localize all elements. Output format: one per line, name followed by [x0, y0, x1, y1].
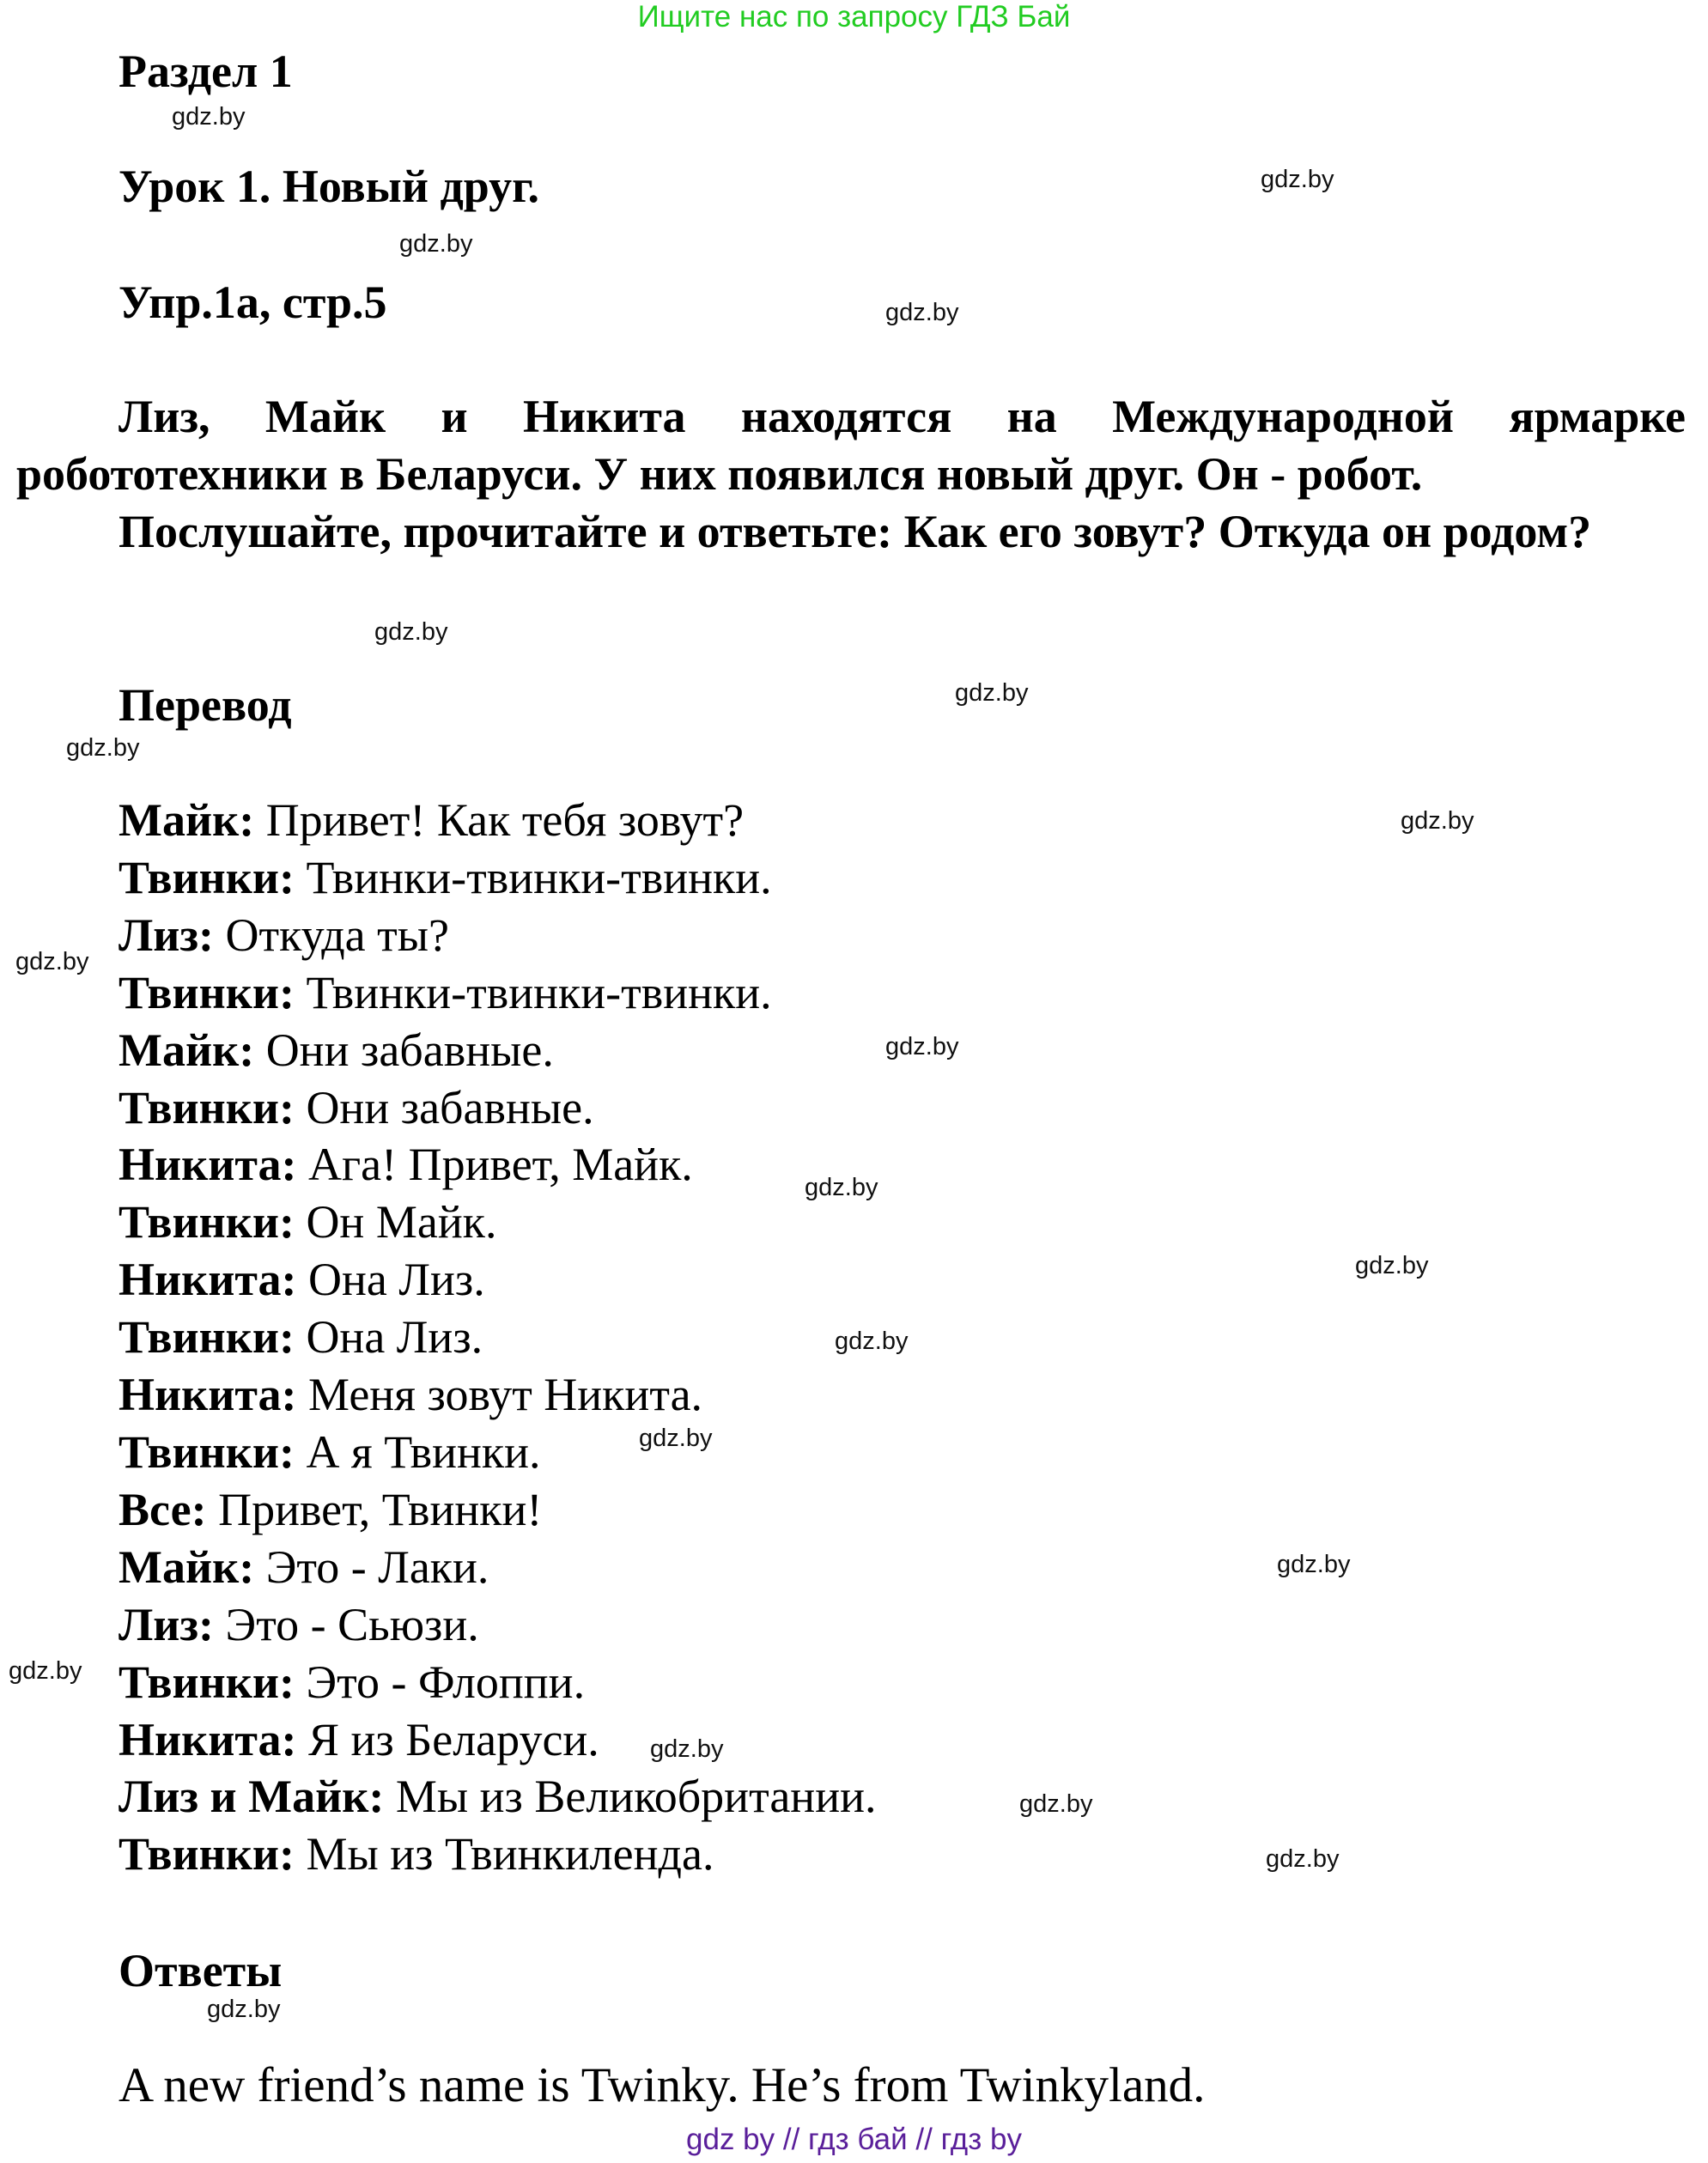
task-description — [16, 388, 1686, 561]
dialog-line — [119, 1194, 877, 1251]
speaker-name: Твинки: — [119, 1425, 295, 1478]
watermark: gdz.by — [955, 679, 1029, 707]
dialog-line — [119, 1654, 877, 1711]
dialog-line — [119, 1481, 877, 1539]
speaker-name: Майк: — [119, 794, 255, 846]
task-paragraph: Лиз, Майк и Никита находятся на Международной ярмарке робототехники в Беларуси. У них появился новый друг. Он - робот. — [16, 391, 1686, 500]
dialog-text: Она Лиз. — [294, 1311, 483, 1364]
dialog-text: Твинки-твинки-твинки. — [294, 851, 772, 903]
speaker-name: Твинки: — [119, 1656, 295, 1708]
watermark: gdz.by — [1355, 1252, 1429, 1279]
dialog-text: Привет! Как тебя зовут? — [254, 794, 745, 846]
watermark: gdz.by — [885, 299, 959, 326]
watermark: gdz.by — [1401, 807, 1474, 835]
watermark: gdz.by — [650, 1735, 724, 1763]
dialog-text: Это - Флоппи. — [294, 1656, 586, 1708]
dialog-text: Они забавные. — [294, 1081, 594, 1133]
speaker-name: Никита: — [119, 1254, 297, 1306]
dialog-text: Ага! Привет, Майк. — [296, 1139, 693, 1191]
dialog-text: Привет, Твинки! — [206, 1483, 543, 1535]
dialog-text: Она Лиз. — [296, 1254, 485, 1306]
dialog-line — [119, 907, 877, 964]
speaker-name: Твинки: — [119, 1196, 295, 1249]
watermark: gdz.by — [399, 230, 473, 258]
speaker-name: Твинки: — [119, 1828, 295, 1880]
dialog-line — [119, 849, 877, 907]
speaker-name: Твинки: — [119, 1081, 295, 1133]
watermark: gdz.by — [885, 1033, 959, 1060]
dialog-line — [119, 1424, 877, 1481]
speaker-name: Твинки: — [119, 1311, 295, 1364]
dialog-line — [119, 1539, 877, 1596]
dialog — [119, 792, 877, 1883]
dialog-line — [119, 1768, 877, 1826]
watermark: gdz.by — [1266, 1845, 1340, 1873]
dialog-text: Мы из Великобритании. — [384, 1771, 877, 1823]
speaker-name: Майк: — [119, 1024, 255, 1076]
speaker-name: Все: — [119, 1483, 207, 1535]
answers-heading: Ответы — [119, 1945, 283, 1996]
watermark: gdz.by — [207, 1996, 281, 2023]
watermark: gdz.by — [1277, 1551, 1351, 1578]
watermark: gdz.by — [9, 1657, 82, 1685]
speaker-name: Никита: — [119, 1369, 297, 1421]
dialog-text: Мы из Твинкиленда. — [294, 1828, 714, 1880]
dialog-text: Меня зовут Никита. — [296, 1369, 703, 1421]
dialog-line — [119, 1136, 877, 1194]
speaker-name: Майк: — [119, 1540, 255, 1593]
speaker-name: Никита: — [119, 1713, 297, 1765]
dialog-text: Твинки-твинки-твинки. — [294, 966, 772, 1018]
dialog-line — [119, 1079, 877, 1137]
dialog-text: Это - Сьюзи. — [214, 1598, 479, 1650]
speaker-name: Лиз: — [119, 1598, 215, 1650]
watermark: gdz.by — [835, 1328, 909, 1355]
watermark: gdz.by — [1019, 1790, 1093, 1818]
dialog-line — [119, 1596, 877, 1654]
answer-text: A new friend’s name is Twinky. He’s from Twinkyland. — [119, 2058, 1206, 2112]
dialog-line — [119, 1309, 877, 1366]
dialog-line — [119, 1022, 877, 1079]
dialog-line — [119, 964, 877, 1022]
watermark: gdz.by — [66, 734, 140, 762]
footer-links[interactable]: gdz by // гдз бай // гдз by — [686, 2123, 1022, 2156]
dialog-text: Это - Лаки. — [254, 1540, 489, 1593]
exercise-title: Упр.1а, стр.5 — [119, 276, 387, 328]
speaker-name: Лиз и Майк: — [119, 1771, 385, 1823]
speaker-name: Твинки: — [119, 966, 295, 1018]
watermark: gdz.by — [15, 948, 89, 975]
watermark: gdz.by — [805, 1174, 878, 1201]
speaker-name: Никита: — [119, 1139, 297, 1191]
watermark: gdz.by — [172, 103, 246, 131]
dialog-line — [119, 792, 877, 849]
dialog-line — [119, 1251, 877, 1309]
dialog-text: Я из Беларуси. — [296, 1713, 599, 1765]
translation-heading: Перевод — [119, 679, 292, 731]
search-banner: Ищите нас по запросу ГДЗ Бай — [637, 0, 1071, 33]
speaker-name: Твинки: — [119, 851, 295, 903]
watermark: gdz.by — [1261, 166, 1334, 193]
section-title: Раздел 1 — [119, 46, 293, 97]
lesson-title: Урок 1. Новый друг. — [119, 161, 540, 212]
dialog-text: Они забавные. — [254, 1024, 554, 1076]
dialog-line — [119, 1826, 877, 1883]
watermark: gdz.by — [374, 618, 448, 646]
dialog-text: Откуда ты? — [214, 908, 450, 961]
task-paragraph: Послушайте, прочитайте и ответьте: Как его зовут? Откуда он родом? — [119, 506, 1592, 557]
dialog-text: Он Майк. — [294, 1196, 497, 1249]
dialog-line — [119, 1711, 877, 1769]
speaker-name: Лиз: — [119, 908, 215, 961]
watermark: gdz.by — [639, 1425, 713, 1452]
dialog-text: А я Твинки. — [294, 1425, 541, 1478]
dialog-line — [119, 1366, 877, 1424]
